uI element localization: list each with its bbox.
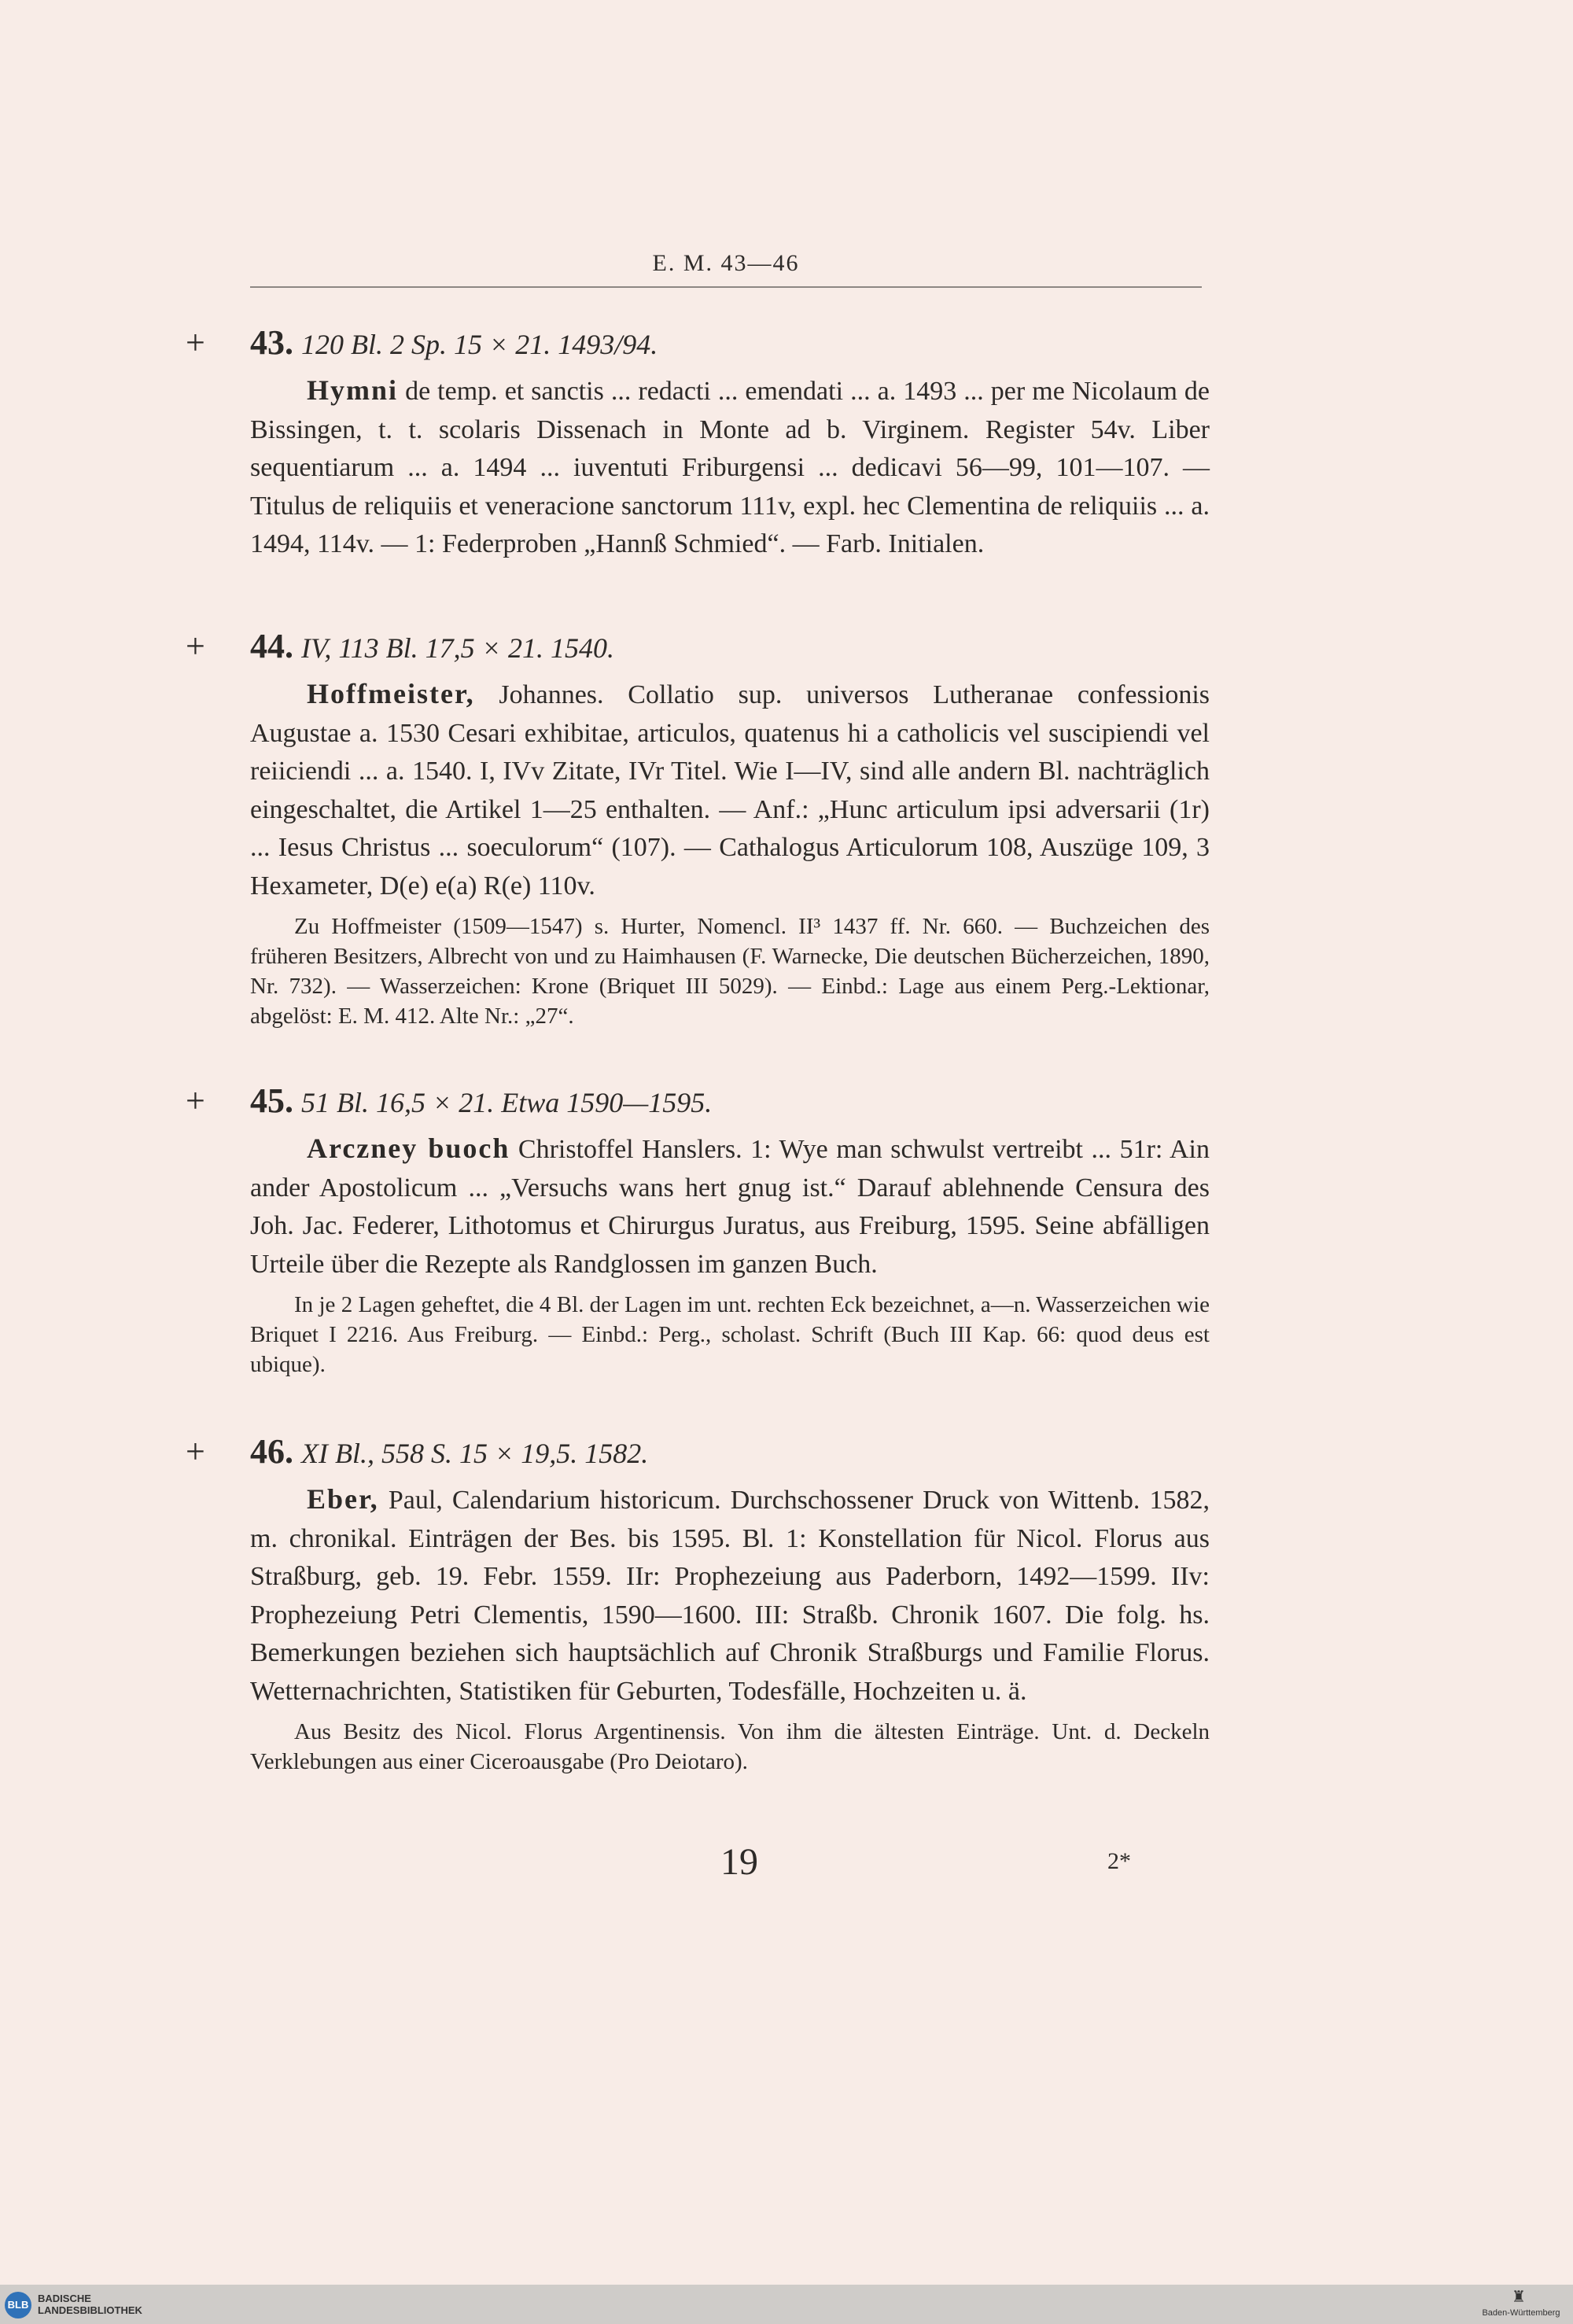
entry-description — [250, 1480, 1210, 1711]
entry-header — [250, 1433, 1210, 1472]
entry-text: Paul, Calendarium historicum. Durchschossener Druck von Wittenb. 1582, m. chronikal. Einträgen der Bes. bis 1595. Bl. 1: Konstellation für Nicol. Florus aus Straßburg, geb. 19. Febr. 1559. IIr: Prophezeiung aus Paderborn, 1492—1599. IIv: Prophezeiung Petri Clementis, 1590—1600. III: Straßb. Chronik 1607. Die folg. hs. Bemerkungen beziehen sich hauptsächlich auf Chronik Straßburgs und Familie Florus. Wetternachrichten, Statistiken für Geburten, Todesfälle, Hochzeiten u. ä. — [250, 1486, 1210, 1706]
entry-header — [250, 628, 1210, 667]
running-head: E. M. 43—46 — [652, 250, 800, 276]
library-name[interactable] — [38, 2293, 142, 2316]
entry-physical-description: 51 Bl. 16,5 × 21. Etwa 1590—1595. — [301, 1087, 713, 1118]
entry-marker: + — [186, 323, 205, 362]
entry-text: Christoffel Hanslers. 1: Wye man schwulst vertreibt ... 51r: Ain ander Apostolicum ... „Versuchs wans hert gnug ist.“ Darauf ablehnende Censura des Joh. Jac. Federer, Lithotomus et Chirurgus Juratus, aus Freiburg, 1595. Seine abfälligen Urteile über die Rezepte als Randglossen im ganzen Buch. — [250, 1135, 1210, 1279]
catalog-entry-44 — [186, 627, 1210, 1031]
catalog-entry-45 — [186, 1081, 1210, 1379]
catalog-entry-43 — [186, 323, 1210, 564]
entry-number: 44. — [250, 627, 293, 665]
catalog-entry-46 — [186, 1432, 1210, 1777]
entry-lemma: Arczney buoch — [307, 1133, 510, 1164]
entry-text: Johannes. Collatio sup. universos Lutheranae confessionis Augustae a. 1530 Cesari exhibitae, articulos, quatenus hi a catholicis vel suscipiendi vel reiiciendi ... a. 1540. I, IVv Zitate, IVr Titel. Wie I—IV, sind alle andern Bl. nachträglich eingeschaltet, die Artikel 1—25 enthalten. — Anf.: „Hunc articulum ipsi adversarii (1r) ... Iesus Christus ... soeculorum“ (107). — Cathalogus Articulorum 108, Auszüge 109, 3 Hexameter, D(e) e(a) R(e) 110v. — [250, 680, 1210, 901]
entry-lemma: Hoffmeister, — [307, 678, 475, 709]
entry-text: de temp. et sanctis ... redacti ... emendati ... a. 1493 ... per me Nicolaum de Bissingen, t. t. scolaris Dissenach in Monte ad b. Virginem. Register 54v. Liber sequentiarum ... a. 1494 ... iuventuti Friburgensi ... dedicavi 56—99, 101—107. — Titulus de reliquiis et veneracione sanctorum 111v, expl. hec Clementina de reliquiis ... a. 1494, 114v. — 1: Federproben „Hannß Schmied“. — Farb. Initialen. — [250, 377, 1210, 558]
library-name-line2: LANDESBIBLIOTHEK — [38, 2304, 142, 2316]
entry-note: Zu Hoffmeister (1509—1547) s. Hurter, Nomencl. II³ 1437 ff. Nr. 660. — Buchzeichen des früheren Besitzers, Albrecht von und zu Haimhausen (F. Warnecke, Die deutschen Bücherzeichen, 1890, Nr. 732). — Wasserzeichen: Krone (Briquet III 5029). — Einbd.: Lage aus einem Perg.-Lektionar, abgelöst: E. M. 412. Alte Nr.: „27“. — [250, 914, 1210, 1029]
entry-description — [250, 675, 1210, 905]
entry-marker: + — [186, 1081, 205, 1120]
state-coat-of-arms-icon: ♜ — [1512, 2289, 1526, 2306]
library-name-line1: BADISCHE — [38, 2293, 91, 2304]
entry-note: Aus Besitz des Nicol. Florus Argentinensis. Von ihm die ältesten Einträge. Unt. d. Deckeln Verklebungen aus einer Ciceroausgabe (Pro Deiotaro). — [250, 1719, 1210, 1774]
entry-header — [250, 324, 1210, 363]
entry-header — [250, 1082, 1210, 1121]
entry-lemma: Eber, — [307, 1483, 379, 1515]
entry-physical-description: IV, 113 Bl. 17,5 × 21. 1540. — [301, 632, 614, 664]
entry-description — [250, 1129, 1210, 1284]
entry-number: 46. — [250, 1432, 293, 1471]
library-footer-bar — [0, 2285, 1573, 2324]
entry-number: 45. — [250, 1081, 293, 1120]
entry-marker: + — [186, 1432, 205, 1471]
entry-physical-description: XI Bl., 558 S. 15 × 19,5. 1582. — [301, 1438, 649, 1469]
entry-description — [250, 371, 1210, 564]
entry-note: In je 2 Lagen geheftet, die 4 Bl. der Lagen im unt. rechten Eck bezeichnet, a—n. Wasserzeichen wie Briquet I 2216. Aus Freiburg. — Einbd.: Perg., scholast. Schrift (Buch III Kap. 66: quod deus est ubique). — [250, 1292, 1210, 1377]
signature-mark: 2* — [1107, 1848, 1131, 1874]
entry-number: 43. — [250, 323, 293, 362]
blb-logo-icon[interactable]: BLB — [5, 2292, 31, 2318]
entry-physical-description: 120 Bl. 2 Sp. 15 × 21. 1493/94. — [301, 329, 658, 360]
entry-marker: + — [186, 627, 205, 665]
state-label: Baden-Württemberg — [1482, 2308, 1560, 2318]
page-number: 19 — [720, 1841, 758, 1883]
entry-lemma: Hymni — [307, 374, 399, 406]
header-rule — [250, 286, 1202, 288]
